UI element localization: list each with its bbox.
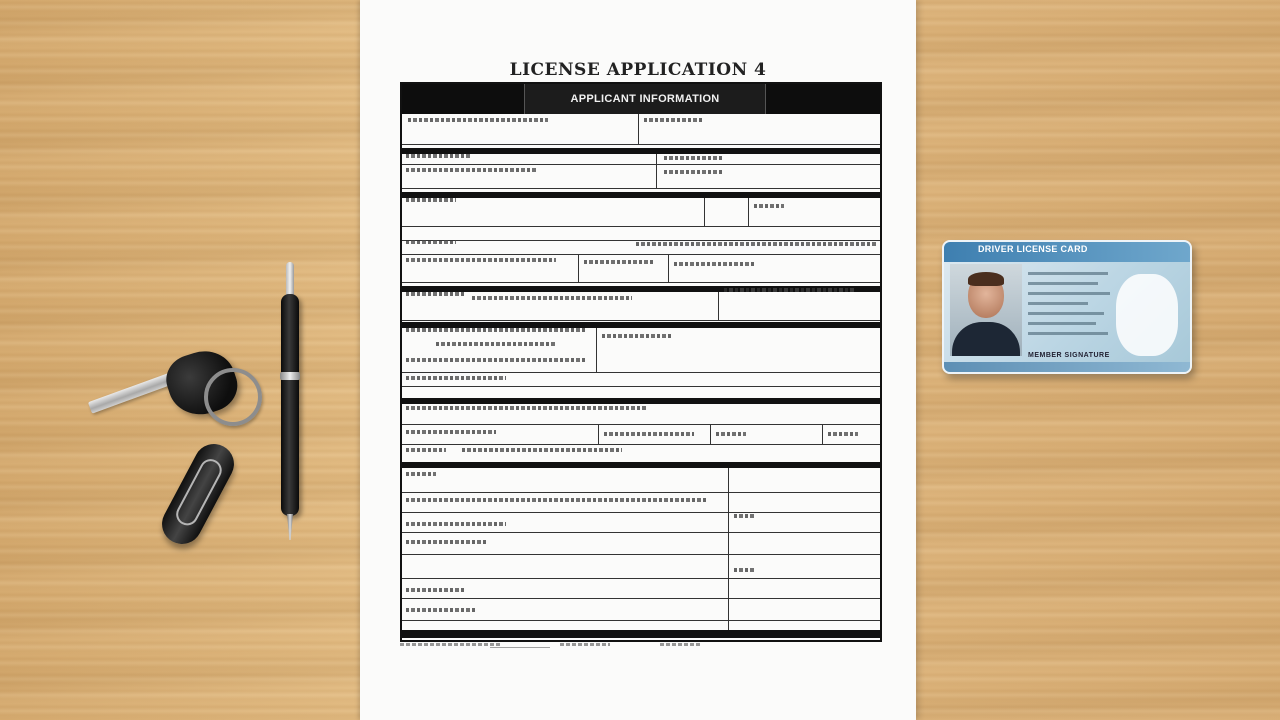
form-rule	[402, 532, 880, 533]
form-rule	[402, 372, 880, 373]
id-card-photo	[950, 264, 1022, 356]
field-text	[406, 608, 476, 612]
form-rule	[402, 554, 880, 555]
field-text	[602, 334, 672, 338]
footer-text	[400, 643, 500, 646]
form-divider	[748, 198, 749, 226]
form-divider	[704, 198, 705, 226]
pen-icon	[280, 262, 300, 542]
form-rule	[402, 144, 880, 145]
form-divider	[656, 154, 657, 188]
id-card-text	[1028, 282, 1098, 285]
footer-text	[660, 643, 700, 646]
form-table	[400, 82, 882, 642]
key-blade	[88, 372, 177, 414]
field-text	[408, 118, 548, 122]
field-text	[406, 472, 436, 476]
field-text	[636, 242, 876, 246]
field-text	[584, 260, 654, 264]
section-rule	[402, 398, 880, 404]
field-text	[406, 328, 586, 332]
form-divider	[638, 114, 639, 144]
form-rule	[402, 578, 880, 579]
field-text	[406, 154, 470, 158]
field-text	[406, 406, 646, 410]
field-text	[604, 432, 694, 436]
section-rule	[402, 630, 880, 638]
id-card-text	[1028, 272, 1108, 275]
id-card-stripe	[944, 362, 1190, 372]
form-divider	[728, 468, 729, 632]
form-rule	[402, 282, 880, 283]
signature-line	[490, 643, 550, 648]
id-card-icon	[942, 240, 1192, 374]
form-rule	[402, 226, 880, 227]
form-rule	[402, 444, 880, 445]
form-rule	[402, 598, 880, 599]
form-rule	[402, 424, 880, 425]
form-rule	[402, 492, 880, 493]
key-fob	[155, 437, 241, 551]
pen-nib	[287, 514, 293, 540]
form-rule	[402, 386, 880, 387]
field-text	[436, 342, 556, 346]
field-text	[406, 240, 456, 244]
id-card-text	[1028, 302, 1088, 305]
form-header-bar	[402, 84, 880, 114]
field-text	[406, 168, 536, 172]
id-card-text	[1028, 322, 1096, 325]
form-rule	[402, 164, 880, 165]
form-divider	[718, 292, 719, 320]
field-text	[734, 568, 754, 572]
id-card-text	[1028, 292, 1110, 295]
id-card-ghost-photo	[1116, 274, 1178, 356]
key-ring	[204, 368, 262, 426]
form-rule	[402, 254, 880, 255]
form-rule	[402, 320, 880, 321]
field-text	[462, 448, 622, 452]
field-text	[406, 540, 486, 544]
section-rule	[402, 148, 880, 154]
photo-hair	[968, 272, 1004, 286]
field-text	[734, 514, 754, 518]
field-text	[406, 198, 456, 202]
field-text	[754, 204, 784, 208]
form-rule	[402, 620, 880, 621]
field-text	[472, 296, 632, 300]
application-form	[360, 0, 916, 720]
section-rule	[402, 462, 880, 468]
form-divider	[822, 424, 823, 444]
form-divider	[668, 254, 669, 282]
field-text	[406, 588, 466, 592]
form-divider	[596, 328, 597, 372]
form-divider	[598, 424, 599, 444]
pen-tip	[286, 262, 294, 296]
field-text	[828, 432, 858, 436]
field-text	[406, 448, 446, 452]
footer-text	[560, 643, 610, 646]
field-text	[724, 288, 854, 292]
section-rule	[402, 192, 880, 198]
id-card-text	[1028, 332, 1108, 335]
field-text	[406, 292, 466, 296]
id-card-signature: MEMBER SIGNATURE	[1028, 352, 1110, 359]
form-divider	[578, 254, 579, 282]
form-rule	[402, 188, 880, 189]
field-text	[406, 358, 586, 362]
field-text	[664, 170, 724, 174]
field-text	[406, 430, 496, 434]
form-rule	[402, 240, 880, 241]
form-divider	[710, 424, 711, 444]
id-card-title: DRIVER LICENSE CARD	[978, 244, 1088, 254]
field-text	[406, 522, 506, 526]
field-text	[644, 118, 704, 122]
pen-band	[280, 372, 300, 380]
field-text	[406, 376, 506, 380]
photo-shoulders	[952, 322, 1020, 356]
form-rule	[402, 512, 880, 513]
field-text	[664, 156, 722, 160]
id-card-text	[1028, 312, 1104, 315]
field-text	[716, 432, 746, 436]
field-text	[406, 498, 706, 502]
form-title: LICENSE APPLICATION 4	[509, 60, 767, 80]
form-header-label: APPLICANT INFORMATION	[524, 84, 766, 114]
field-text	[674, 262, 754, 266]
field-text	[406, 258, 556, 262]
pen-body	[281, 294, 299, 516]
